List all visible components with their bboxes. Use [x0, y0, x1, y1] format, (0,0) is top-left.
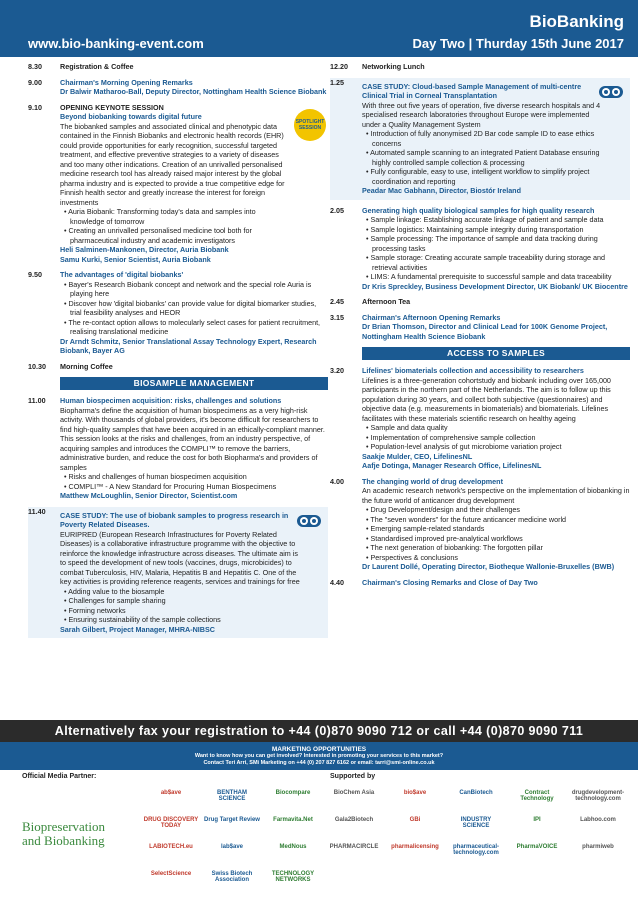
bullet-point: • Auria Biobank: Transforming today's data and samples into knowledge of tomorrow — [64, 207, 256, 226]
bullet-point: • Creating an unrivalled personalised medicine tool both for pharmaceutical industry and academic investigators — [64, 226, 252, 245]
speaker: Sarah Gilbert, Project Manager, MHRA-NIBSC — [60, 624, 215, 634]
sponsor-logo: Drug Target Review — [204, 817, 260, 823]
speaker: Samu Kurki, Senior Scientist, Auria Biobank — [60, 254, 211, 264]
sponsor-logo: pharmiweb — [582, 844, 614, 850]
section-band: BIOSAMPLE MANAGEMENT — [60, 377, 328, 390]
bullet-point: • Sample storage: Creating accurate sample traceability during storage and retrieval activities — [366, 253, 606, 272]
sponsor-logo: BENTHAM SCIENCE — [217, 790, 247, 802]
sponsor-logo: Contract Technology — [520, 790, 554, 802]
sponsor-logo: drugdevelopment-technology.com — [571, 790, 625, 802]
item-time: 2.45 — [330, 297, 344, 306]
sponsor-logo: GBi — [409, 817, 421, 823]
item-title: CASE STUDY: Cloud-based Sample Management of multi-centre Clinical Trial in Corneal Transplantation — [362, 81, 582, 100]
bullet-point: • Challenges for sample sharing — [64, 596, 166, 605]
sponsor-logo: IPI — [533, 817, 541, 823]
item-title: Lifelines' biomaterials collection and accessibility to researchers — [362, 366, 584, 375]
right-column — [330, 62, 630, 593]
supported-by-label: Supported by — [330, 773, 376, 780]
item-body: Biopharma's define the acquisition of human biospecimens as a very high-risk activity. With thousands of global providers, it's become difficult for researchers to find high-quality samples that have been acquired in an ethically-compliant manner. This session looks at the risks and challenges, from an industry perspective, of acquiring samples and introduces the COMPLI™ to remove the barriers, administrative burden, and reduce the cost for both Biopharma's and providers of samples — [60, 405, 325, 472]
agenda-item — [28, 78, 328, 97]
item-title: The advantages of 'digital biobanks' — [60, 270, 184, 279]
item-title: Chairman's Morning Opening Remarks — [60, 77, 193, 87]
item-time: 2.05 — [330, 205, 344, 215]
item-time: 3.15 — [330, 312, 344, 322]
left-column — [28, 62, 328, 644]
item-title: Human biospecimen acquisition: risks, challenges and solutions — [60, 396, 282, 405]
case-study-box — [330, 78, 630, 200]
item-title: Networking Lunch — [362, 62, 425, 71]
speaker: Dr Laurent Dollé, Operating Director, Biotheque Wallonie-Bruxelles (BWB) — [362, 562, 615, 571]
sponsor-logo: MedNous — [279, 844, 307, 850]
item-body: An academic research network's perspective on the implementation of biobanking in the future world of anticancer drug development — [362, 486, 630, 505]
bullet-point: • Drug Development/design and their challenges — [366, 505, 520, 514]
fax-banner: Alternatively fax your registration to +44 (0)870 9090 712 or call +44 (0)870 9090 711 — [0, 720, 638, 742]
bullet-point: • Sample logistics: Maintaining sample integrity during transportation — [366, 224, 584, 234]
sponsor-logo: Gala2Biotech — [334, 817, 374, 823]
sponsor-logo: pharmaceutical-technology.com — [452, 844, 500, 856]
item-title: Registration & Coffee — [60, 62, 134, 71]
marketing-box — [0, 742, 638, 770]
bullet-point: • Population-level analysis of gut microbiome variation project — [366, 442, 562, 451]
bullet-point: • Sample linkage: Establishing accurate linkage of patient and sample data — [366, 215, 604, 224]
item-title: Afternoon Tea — [362, 297, 411, 306]
item-time: 11.40 — [28, 506, 46, 516]
sponsor-logo: PHARMACIRCLE — [329, 844, 379, 850]
sponsor-logo: Swiss Biotech Association — [211, 871, 253, 883]
bullet-point: • Sample and data quality — [366, 423, 448, 432]
agenda-item — [330, 297, 630, 307]
item-time: 3.20 — [330, 366, 344, 375]
bullet-point: • COMPLI™ - A New Standard for Procuring Human Biospecimens — [64, 481, 277, 491]
sponsor-logo: pharmalicensing — [391, 844, 439, 850]
bullet-point: • Implementation of comprehensive sample collection — [366, 432, 536, 442]
event-url[interactable]: www.bio-banking-event.com — [28, 36, 204, 51]
agenda-item — [28, 362, 328, 372]
agenda-item — [330, 477, 630, 572]
sponsor-logo: CanBiotech — [459, 790, 493, 796]
agenda-item — [330, 78, 630, 200]
agenda-item — [330, 313, 630, 342]
sponsor-logo: Biocompare — [275, 790, 311, 796]
marketing-line1: Want to know how you can get involved? Interested in promoting your services to this market? — [194, 753, 444, 759]
agenda-item — [330, 366, 630, 471]
bullet-point: • Risks and challenges of human biospecimen acquisition — [64, 472, 247, 481]
item-title: Morning Coffee — [60, 361, 113, 371]
bullet-point: • Ensuring sustainability of the sample collections — [64, 615, 221, 624]
speaker: Aafje Dotinga, Manager Research Office, LifelinesNL — [362, 461, 542, 470]
bullet-point: • Introduction of fully anonymised 2D Bar code sample ID to ease ethics concerns — [366, 129, 595, 148]
sponsor-logo: Labhoo.com — [580, 817, 616, 823]
agenda-item — [330, 578, 630, 588]
speaker: Peadar Mac Gabhann, Director, Biostór Ireland — [362, 186, 521, 195]
header — [0, 0, 638, 57]
sponsor-logo: TECHNOLOGY NETWORKS — [271, 871, 315, 883]
media-partner-logo: Biopreservation and Biobanking — [22, 819, 106, 848]
item-title: CASE STUDY: The use of biobank samples to progress research in Poverty Related Diseases. — [60, 510, 289, 529]
agenda-item — [28, 507, 328, 639]
item-time: 9.10 — [28, 102, 42, 112]
bullet-point: • Fully configurable, easy to use, intelligent workflow to simplify project coordination and reporting — [366, 167, 590, 186]
speaker: Dr Kris Spreckley, Business Development Director, UK Biobank/ UK Biocentre — [362, 281, 628, 291]
speaker: Dr Brian Thomson, Director and Clinical Lead for 100K Genome Project, Nottingham Health Science Biobank — [362, 322, 608, 341]
agenda-item — [28, 396, 328, 501]
item-time: 10.30 — [28, 361, 46, 371]
day-title: Day Two | Thurday 15th June 2017 — [412, 36, 624, 51]
bullet-point: • The "seven wonders" for the future anticancer medicine world — [366, 514, 567, 524]
marketing-title: MARKETING OPPORTUNITIES — [271, 746, 367, 753]
item-body: The biobanked samples and associated clinical and phenotypic data contained in the Finnish Biobanks and electronic health records (EHR) could provide opportunities for early recognition, successful targeted treatment, and effective preventive strategies to a variety of diseases and too many other indications. Creation of an unrivalled personalised medicine research tool has already raised major interest by the global pharma industry and is expected to provide a true competitive edge for Finnish health sector and greatly increase the interest for foreign investments — [60, 121, 285, 207]
item-title: Beyond biobanking towards digital future — [60, 112, 202, 121]
agenda-item — [28, 62, 328, 72]
item-time: 4.00 — [330, 476, 344, 486]
item-time: 9.00 — [28, 77, 42, 87]
session-heading: OPENING KEYNOTE SESSION — [60, 102, 164, 112]
speaker: Dr Balwir Matharoo-Ball, Deputy Director, Nottingham Health Science Biobank — [60, 87, 327, 96]
item-time: 8.30 — [28, 62, 42, 71]
glasses-icon — [598, 82, 624, 100]
sponsor-logo: BioChem Asia — [333, 790, 375, 796]
agenda-item — [330, 62, 630, 72]
speaker: Matthew McLoughlin, Senior Director, Scientist.com — [60, 491, 238, 500]
item-title: The changing world of drug development — [362, 476, 503, 486]
sponsor-logo: ab$ave — [160, 790, 182, 796]
sponsor-logo: DRUG DISCOVERY TODAY — [143, 817, 199, 829]
bullet-point: • Discover how 'digital biobanks' can provide value for digital biomarker studies, trial feasibility analyses and HEOR — [64, 298, 317, 317]
item-time: 11.00 — [28, 396, 46, 405]
item-time: 4.40 — [330, 577, 344, 587]
sponsor-logos — [142, 790, 628, 898]
sponsor-logo: LABIOTECH.eu — [149, 844, 193, 850]
item-time: 12.20 — [330, 62, 348, 71]
case-study-box — [28, 507, 328, 639]
section-band: ACCESS TO SAMPLES — [362, 347, 630, 360]
bullet-point: • Bayer's Research Biobank concept and network and the special role Auria is playing here — [64, 279, 312, 298]
bullet-point: • The next generation of biobanking: The forgotten pillar — [366, 543, 543, 552]
glasses-icon — [296, 511, 322, 529]
item-title: Chairman's Afternoon Opening Remarks — [362, 312, 501, 322]
agenda-item — [28, 103, 328, 265]
spotlight-badge: SPOTLIGHT SESSION — [294, 109, 326, 141]
bullet-point: • Sample processing: The importance of sample and data tracking during processing tasks — [366, 234, 598, 253]
sponsor-logo: lab$ave — [220, 844, 244, 850]
item-title: Chairman's Closing Remarks and Close of Day Two — [362, 577, 538, 587]
speaker: Saakje Mulder, CEO, LifelinesNL — [362, 451, 473, 461]
bullet-point: • Perspectives & conclusions — [366, 552, 459, 562]
bullet-point: • Standardised improved pre-analytical workflows — [366, 533, 523, 543]
sponsor-logo: SelectScience — [150, 871, 192, 877]
speaker: Heli Salminen-Mankonen, Director, Auria Biobank — [60, 245, 229, 254]
sponsor-logo: INDUSTRY SCIENCE — [460, 817, 492, 829]
sponsor-logo: PharmaVOICE — [516, 844, 558, 850]
sponsor-logo: Farmavita.Net — [273, 817, 313, 823]
speaker: Dr Arndt Schmitz, Senior Translational Assay Technology Expert, Research Biobank, Bayer AG — [60, 336, 317, 355]
item-body: Lifelines is a three-generation cohortstudy and biobank including over 165,000 participants in the northern part of the Netherlands. The aim is to follow up this population during 30 years, and collect both subjective (questionnaires) and objective data (e.g. measurements in biomaterials) and biomaterials. Lifelines facilitates with these materials scientific research on healthy ageing — [362, 375, 611, 423]
brand-title: BioBanking — [529, 12, 624, 31]
item-body: EURIPRED (European Research Infrastructures for Poverty Related Diseases) is a collaborative infrastructure programme with the objective to reinforce the knowledge infrastructure across diseases. The ultimate aim is to speed the development of new tools (vaccines, drugs, microbicides) to combat Tuberculosis, HIV, Malaria, Hepatitis B and Hepatitis C. One of the key activities is providing reference reagents, services and trainings for free — [60, 529, 300, 586]
bullet-point: • Adding value to the biosample — [64, 586, 165, 596]
media-partner-label: Official Media Partner: — [22, 773, 97, 780]
item-body: With three out five years of operation, five diverse research hospitals and 4 specialised research laboratories throughout Europe were implemented under a Quality Management System — [362, 100, 601, 129]
bullet-point: • Forming networks — [64, 605, 126, 615]
marketing-line2: Contact Teri Arri, SMi Marketing on +44 (0) 207 827 6162 or email: tarri@smi-online.co.uk — [203, 760, 435, 766]
agenda-item — [28, 270, 328, 356]
item-time: 1.25 — [330, 77, 344, 87]
agenda-item — [330, 206, 630, 292]
bullet-point: • LIMS: A fundamental prerequisite to successful sample and data traceability — [366, 272, 612, 281]
sponsor-logo: bio$ave — [403, 790, 427, 796]
bullet-point: • Automated sample scanning to an integrated Patient Database ensuring highly controlled sample collection & processing — [366, 148, 600, 167]
bullet-point: • The re-contact option allows to molecularly select cases for patient recruitment, realising translational medicine — [64, 317, 321, 336]
item-title: Generating high quality biological samples for high quality research — [362, 205, 595, 215]
bullet-point: • Emerging sample-related standards — [366, 524, 485, 533]
item-time: 9.50 — [28, 270, 42, 279]
